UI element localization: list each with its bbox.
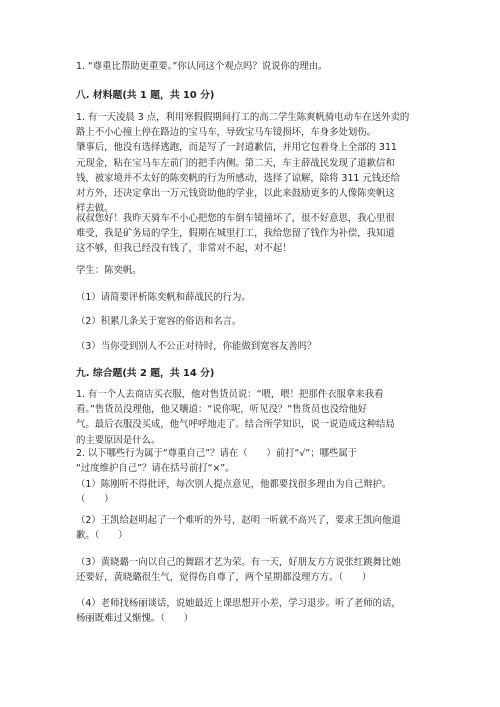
- item-3: （3）黄晓璐一向以自己的舞蹈才艺为荣。有一天，好朋友方方说张红跳舞比她 还要好，黄晓璐很生气，觉得伤自尊了，两个星期都没理方方。（ ）: [76, 557, 401, 584]
- letter-signature: 学生：陈奕帆。: [76, 265, 142, 276]
- apology-letter: 叔叔您好！我昨天骑车不小心把您的车倒车镜撞坏了，很不好意思，我心里很 难受，我是矿务局的学生，假期在城里打工，我给您留了钱作为补偿，我知道 这不够，但我已经没有钱了，非常对不起，对不起！: [76, 213, 395, 255]
- question-respect-vs-help: 1. “尊重比帮助更重要。”你认同这个观点吗？说说你的理由。: [76, 61, 328, 72]
- item-4: （4）老师找杨丽谈话，说她最近上课思想开小差，学习退步。听了老师的话， 杨丽既难过又惭愧。（ ）: [76, 598, 401, 625]
- section-9-heading: 九. 综合题(共 2 题，共 14 分): [76, 368, 215, 379]
- sub-question-3: （3）当你受到别人不公正对待时，你能做到宽容友善吗？: [76, 341, 317, 352]
- sub-question-1: （1）请简要评析陈奕帆和薛战民的行为。: [76, 292, 251, 303]
- item-1: （1）陈刚听不得批评，每次别人提点意见，他都要找很多理由为自己辩护。 （ ）: [76, 479, 392, 506]
- item-2: （2）王凯给赵明起了一个难听的外号，赵明一听就不高兴了，要求王凯向他道 歉。（ ）: [76, 515, 401, 542]
- classify-question: 2. 以下哪些行为属于“尊重自己”？请在（ ）前打“√”；哪些属于 “过度维护自己”？请在括号前打“×”。: [76, 448, 358, 475]
- material-story: 1. 有一天凌晨 3 点，利用寒假假期间打工的高二学生陈爽帆骑电动车在送外卖的 路上不小心撞上停在路边的宝马车，导致宝马车镜损坏，车身多处划伤。 肇事后，他没有选择逃跑，而是写了一封道歉信，并用它包着身上全部的 311 元现金，粘在宝马车左前门的把手内侧。第二天，车主薛战民发现了道歉信和 钱，被家境并不太好的陈奕帆的行为所感动，选择了谅解，除将 311 元钱还给 对方外，还决定拿出一万元钱资助他的学业，以此来鼓励更多的人像陈奕帆这 样去做。: [76, 112, 410, 215]
- shop-question: 1. 有一个人去商店买衣服，他对售货员说：“喂，喂！把那件衣服拿来我看 看。”售货员没理他，他又嚷道：“说你呢，听见没？”售货员也没给他好 气。最后衣服没买成，他气呼呼地走了。结合所学知识，说一说造成这种结局 的主要原因是什么。: [76, 389, 395, 446]
- sub-question-2: （2）积累几条关于宽容的俗语和名言。: [76, 316, 242, 327]
- section-8-heading: 八. 材料题(共 1 题，共 10 分): [76, 90, 215, 101]
